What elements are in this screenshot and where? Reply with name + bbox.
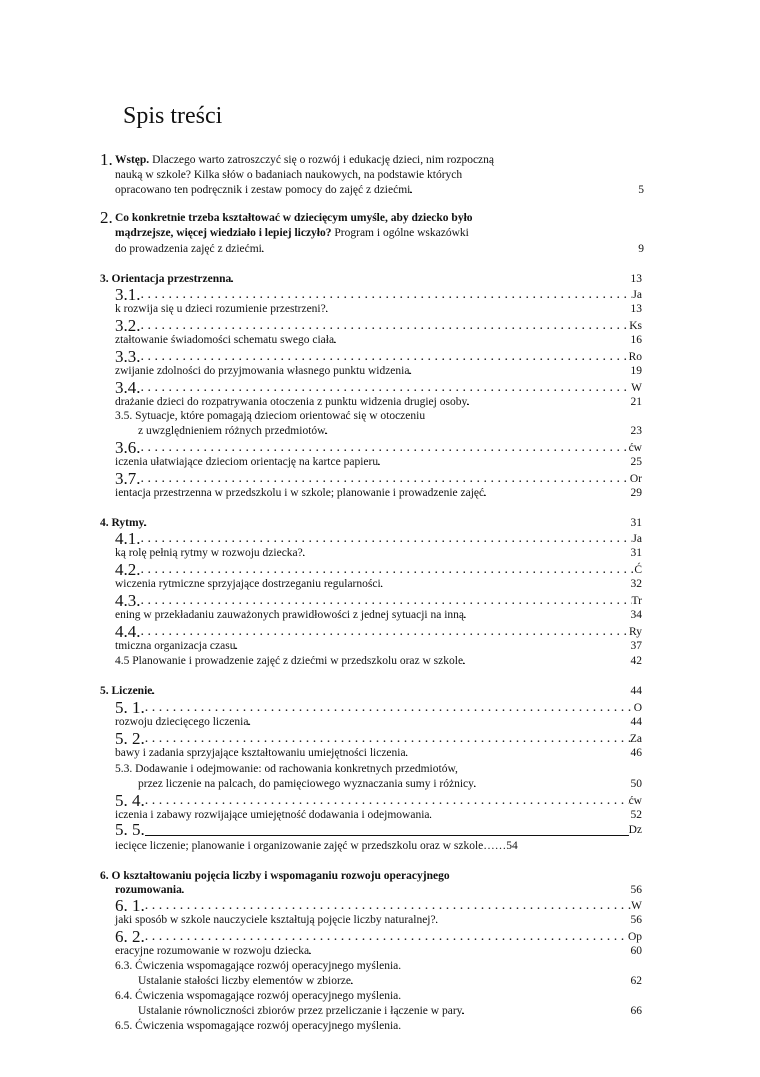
entry-number: 4.3. [115,591,141,610]
page-number: 32 [630,578,642,590]
leader-dots [406,746,631,760]
toc-entry [115,913,642,927]
entry-text: 4.5 Planowanie i prowadzenie zajęć z dziećmi w przedszkolu oraz w szkole [115,655,464,667]
leader-dots [409,364,630,378]
page-number: 9 [638,243,644,255]
entry-number: 3.7. [115,469,141,488]
toc-entry-num-row [115,559,642,579]
page-number: 19 [630,365,642,377]
chapter-2-text-3: do prowadzenia zajęć z dziećmi [115,243,262,255]
leader-dots [141,621,630,641]
leader-dots [262,242,638,256]
chapter-number: 2. [100,208,113,227]
chapter-1-line-1 [115,153,494,167]
page-number: 52 [630,809,642,821]
toc-entry [115,486,642,500]
entry-tail: Ja [632,533,642,545]
chapter-2-text-2: Program i ogólne wskazówki [331,227,469,239]
toc-entry-6-5-line-1: 6.5. Ćwiczenia wspomagające rozwój operacyjnego myślenia. [115,1020,402,1032]
chapter-2-line-3 [115,242,644,256]
entry-tail: Ro [628,351,642,363]
entry-number: 6. 1. [115,896,145,915]
leader-line [145,835,629,836]
entry-number: 3.1. [115,285,141,304]
page-number: 13 [630,303,642,315]
entry-text: jaki sposób w szkole nauczyciele kształtują pojęcie liczby naturalnej? [115,914,436,926]
page-number: 46 [630,747,642,759]
entry-number: 4.2. [115,560,141,579]
leader-dots [467,395,630,409]
toc-entry [115,395,642,409]
toc-entry [115,608,642,622]
page-number: 50 [630,778,642,790]
leader-dots [436,913,631,927]
page-number: 16 [630,334,642,346]
entry-text: rozwoju dziecięcego liczenia [115,716,249,728]
leader-dots [141,468,630,488]
entry-text: z uwzględnieniem różnych przedmiotów [138,425,326,437]
page-number: 54 [506,840,518,852]
entry-number: 3.6. [115,438,141,457]
toc-entry [115,364,642,378]
toc-entry-6-4-line-1: 6.4. Ćwiczenia wspomagające rozwój operacyjnego myślenia. [115,990,402,1002]
page-number: 29 [630,487,642,499]
toc-entry [115,654,642,668]
toc-entry-num-row [115,728,642,748]
entry-text: drażanie dzieci do rozpatrywania otoczenia z punktu widzenia drugiej osoby [115,396,468,408]
entry-text: wiczenia rytmiczne sprzyjające dostrzeganiu regularności [115,578,381,590]
leader-dots [152,684,630,698]
entry-number: 5. 5. [115,820,145,839]
leader-dots [326,302,631,316]
toc-entry [115,746,642,760]
entry-text: ką rolę pełnią rytmy w rozwoju dziecka? [115,547,303,559]
toc-entry-5-3-line-1: 5.3. Dodawanie i odejmowanie: od rachowania konkretnych przedmiotów, [115,763,458,775]
toc-entry [115,944,642,958]
page-title: Spis treści [123,103,223,129]
page-number: 60 [630,945,642,957]
page-number: 25 [630,456,642,468]
entry-text: tmiczna organizacja czasu [115,640,236,652]
entry-tail: ćw [628,795,642,807]
leader-dots [484,486,630,500]
leader-dots [309,944,630,958]
page-number: 34 [630,609,642,621]
leader-dots [141,528,633,548]
toc-entry-num-row [115,821,642,839]
toc-entry-num-row [115,377,642,397]
toc-entry-num-row [115,621,642,641]
toc-entry-num-row [115,926,642,946]
entry-tail: Ć [634,564,642,576]
page-number: 44 [630,685,642,697]
chapter-6-title-1: 6. O kształtowaniu pojęcia liczby i wspomaganiu rozwoju operacyjnego [100,870,450,882]
leader-dots [141,590,632,610]
leader-dots [303,546,631,560]
toc-entry-num-row [115,790,642,810]
page-number: 31 [630,517,642,529]
entry-number: 5. 2. [115,729,145,748]
toc-entry-num-row [115,528,642,548]
leader-dots [145,926,628,946]
page-number: 62 [630,975,642,987]
leader-dots [141,377,632,397]
toc-entry-num-row [115,895,642,915]
leader-dots [463,654,630,668]
entry-text: k rozwija się u dzieci rozumienie przestrzeni? [115,303,326,315]
toc-entry [115,839,518,853]
leader-dots [378,455,630,469]
chapter-1-bold: Wstęp. [115,154,150,166]
chapter-1-text-3: opracowano ten podręcznik i zestaw pomocy do zajęć z dziećmi [115,184,411,196]
entry-number: 4.1. [115,529,141,548]
leader-dots [430,808,631,822]
entry-tail: Za [629,733,642,745]
leader-dots [145,790,629,810]
toc-entry-num-row [115,590,642,610]
entry-tail: Dz [628,824,642,836]
leader-dots [141,437,629,457]
chapter-5-title: 5. Liczenie [100,685,153,697]
toc-entry-6-3-line-1: 6.3. Ćwiczenia wspomagające rozwój operacyjnego myślenia. [115,960,402,972]
leader-dots [145,728,630,748]
leader-dots [474,777,631,791]
entry-tail: Tr [631,595,642,607]
chapter-5-heading [100,684,642,698]
toc-entry [115,333,642,347]
leader-dots [464,608,630,622]
leader-dots [145,697,634,717]
entry-text: iczenia ułatwiające dzieciom orientację na kartce papieru [115,456,379,468]
entry-tail: ćw [628,442,642,454]
toc-entry-num-row [115,346,642,366]
entry-number: 3.4. [115,378,141,397]
entry-text: zwijanie zdolności do przyjmowania własnego punktu widzenia [115,365,410,377]
toc-entry-5-3-line-2 [138,777,642,791]
toc-entry [115,577,642,591]
toc-entry [115,715,642,729]
entry-tail: O [633,702,642,714]
leader-dots [145,895,631,915]
entry-text: ientacja przestrzenna w przedszkolu i w szkole; planowanie i prowadzenie zajęć [115,487,485,499]
chapter-2-bold-1: Co konkretnie trzeba kształtować w dziecięcym umyśle, aby dziecko było [115,212,473,224]
entry-tail: Ry [629,626,642,638]
page-number: 44 [630,716,642,728]
entry-tail: Or [629,473,642,485]
entry-number: 4.4. [115,622,141,641]
page-number: 23 [630,425,642,437]
entry-tail: Op [627,931,642,943]
entry-text: iczenia i zabawy rozwijające umiejętność dodawania i odejmowania [115,809,430,821]
entry-text: Ustalanie stałości liczby elementów w zbiorze [138,975,351,987]
leader-dots [462,1004,630,1018]
entry-number: 3.3. [115,347,141,366]
page-number: 31 [630,547,642,559]
leader-dots [334,333,630,347]
toc-entry-num-row [115,284,642,304]
entry-number: 5. 1. [115,698,145,717]
leader-dots [141,315,630,335]
leader-dots [235,639,630,653]
toc-entry-num-row [115,468,642,488]
chapter-6-title-2: rozumowania [115,884,182,896]
toc-entry-num-row [115,437,642,457]
toc-entry-3-5-line-1: 3.5. Sytuacje, które pomagają dzieciom orientować się w otoczeniu [115,410,426,422]
chapter-2-line-2 [115,226,469,240]
chapter-1-line-3 [115,183,644,197]
leader-dots [141,559,635,579]
leader-dots [381,577,631,591]
entry-number: 5. 4. [115,791,145,810]
chapter-3-title: 3. Orientacja przestrzenna [100,273,232,285]
page-number: 5 [638,184,644,196]
toc-entry-3-5-line-2 [138,424,642,438]
entry-text: ztałtowanie świadomości schematu swego ciała [115,334,335,346]
entry-text: bawy i zadania sprzyjające kształtowaniu umiejętności liczenia [115,747,406,759]
toc-entry [115,302,642,316]
entry-number: 6. 2. [115,927,145,946]
page-number: 56 [630,914,642,926]
chapter-2-bold-2: mądrzejsze, więcej wiedziało i lepiej liczyło? [115,227,332,239]
entry-tail: W [631,900,642,912]
toc-entry [115,546,642,560]
toc-entry [115,455,642,469]
leader-dots [141,284,633,304]
chapter-1-text-1: Dlaczego warto zatroszczyć się o rozwój i edukację dzieci, nim rozpoczną [149,154,495,166]
page-number: 66 [630,1005,642,1017]
chapter-number: 1. [100,150,113,169]
entry-tail: W [631,382,642,394]
page-number: 13 [630,273,642,285]
leader-dots [410,183,638,197]
toc-entry-6-4-line-2 [138,1004,642,1018]
page-number: 37 [630,640,642,652]
entry-text: Ustalanie równoliczności zbiorów przez przeliczanie i łączenie w pary [138,1005,463,1017]
leader-dots [351,974,631,988]
entry-tail: Ks [629,320,642,332]
toc-entry [115,808,642,822]
leader-dots [248,715,630,729]
toc-entry-6-3-line-2 [138,974,642,988]
leader-dots [141,346,629,366]
chapter-1-line-2: nauką w szkole? Kilka słów o badaniach naukowych, na podstawie których [115,169,463,181]
toc-entry-num-row [115,697,642,717]
page-number: 42 [630,655,642,667]
chapter-4-title: 4. Rytmy [100,517,145,529]
page-number: 56 [630,884,642,896]
entry-text: ening w przekładaniu zauważonych prawidłowości z jednej sytuacji na inną [115,609,465,621]
page-number: 21 [630,396,642,408]
toc-entry-num-row [115,315,642,335]
entry-text: eracyjne rozumowanie w rozwoju dziecka [115,945,310,957]
entry-number: 3.2. [115,316,141,335]
entry-tail: Ja [632,289,642,301]
toc-entry [115,639,642,653]
entry-text: przez liczenie na palcach, do pamięciowego wyznaczania sumy i różnicy [138,778,474,790]
leader-dots [325,424,630,438]
entry-text: iecięce liczenie; planowanie i organizowanie zajęć w przedszkolu oraz w szkole…… [115,840,507,852]
